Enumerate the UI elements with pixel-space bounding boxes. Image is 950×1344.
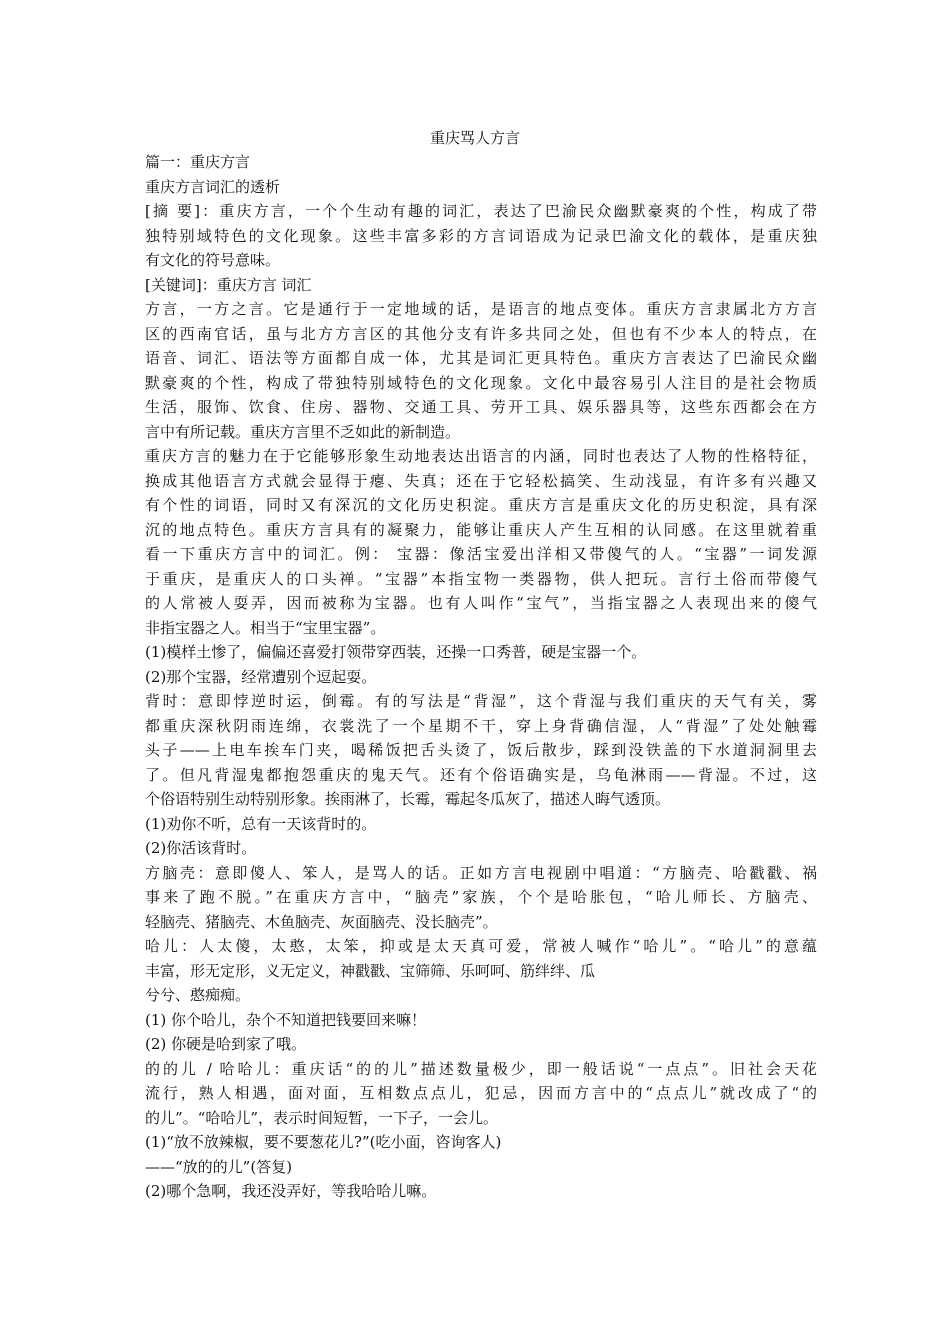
- text-line: [关键词]：重庆方言 词汇: [145, 275, 312, 294]
- text-line: 个俗语特别生动特别形象。挨雨淋了，长霉，霉起冬瓜灰了，描述人晦气透顶。: [145, 790, 671, 808]
- text-line: 换成其他语言方式就会显得于瘪、失真；还在于它轻松搞笑、生动浅显，有许多有兴趣又: [145, 471, 817, 490]
- text-line: 兮兮、憨痴痴。: [145, 986, 251, 1004]
- text-line: 看一下重庆方言中的词汇。例： 宝器：像活宝爱出洋相又带傻气的人。“宝器”一词发源: [145, 545, 817, 563]
- text-line: 背时：意即悖逆时运，倒霉。有的写法是“背湿”，这个背湿与我们重庆的天气有关，雾: [145, 692, 817, 710]
- text-line: 轻脑壳、猪脑壳、木鱼脑壳、灰面脑壳、没长脑壳”。: [145, 912, 498, 931]
- text-line: (2)那个宝器，经常遭别个逗起耍。: [145, 667, 377, 686]
- text-line: 重庆方言的魅力在于它能够形象生动地表达出语言的内涵，同时也表达了人物的性格特征，: [145, 447, 817, 465]
- text-line: 有文化的符号意味。: [145, 251, 281, 269]
- text-line: 的的儿 / 哈哈儿：重庆话“的的儿”描述数量极少，即一般话说“一点点”。旧社会天花: [145, 1059, 817, 1078]
- text-line: ——“放的的儿”(答复): [145, 1157, 293, 1176]
- text-line: 于重庆，是重庆人的口头禅。“宝器”本指宝物一类器物，供人把玩。言行土俗而带傻气: [145, 569, 817, 588]
- text-line: 了。但凡背湿鬼都抱怨重庆的鬼天气。还有个俗语确实是，乌龟淋雨——背湿。不过，这: [145, 765, 817, 784]
- text-line: 篇一：重庆方言: [145, 153, 251, 171]
- text-line: 头子——上电车挨车门夹，喝稀饭把舌头烫了，饭后散步，踩到没铁盖的下水道洞洞里去: [145, 741, 817, 759]
- text-line: 方脑壳：意即傻人、笨人，是骂人的话。正如方言电视剧中唱道：“方脑壳、哈戳戳、祸: [145, 863, 817, 882]
- text-line: 流行，熟人相遇，面对面，互相数点点儿，犯忌，因而方言中的“点点儿”就改成了“的: [145, 1084, 817, 1102]
- text-line: (2) 你硬是哈到家了哦。: [145, 1035, 307, 1053]
- text-line: 方言，一方之言。它是通行于一定地域的话，是语言的地点变体。重庆方言隶属北方方言: [145, 300, 817, 318]
- text-line: 独特别域特色的文化现象。这些丰富多彩的方言词语成为记录巴渝文化的载体，是重庆独: [145, 226, 817, 245]
- document-title: 重庆骂人方言: [429, 129, 520, 147]
- text-line: 丰富，形无定形，义无定义，神戳戳、宝筛筛、乐呵呵、筋绊绊、瓜: [145, 961, 596, 980]
- text-line: [摘 要]：重庆方言，一个个生动有趣的词汇，表达了巴渝民众幽默豪爽的个性，构成了带: [145, 202, 817, 220]
- text-line: 区的西南官话，虽与北方方言区的其他分支有许多共同之处，但也有不少本人的特点，在: [145, 324, 817, 343]
- text-line: 都重庆深秋阴雨连绵，衣裳洗了一个星期不干，穿上身背确信湿，人“背湿”了处处触霉: [145, 716, 817, 735]
- text-line: (1) 你个哈儿，杂个不知道把钱要回来嘛！: [145, 1010, 427, 1029]
- text-line: 事来了跑不脱。”在重庆方言中，“脑壳”家族，个个是哈胀包，“哈儿师长、方脑壳、: [145, 888, 817, 906]
- document-body: [145, 150, 817, 1204]
- text-line: (1)劝你不听，总有一天该背时的。: [145, 814, 377, 833]
- text-line: 有个性的词语，同时又有深沉的文化历史积淀。重庆方言是重庆文化的历史积淀，具有深: [145, 496, 817, 514]
- text-line: 非指宝器之人。相当于“宝里宝器”。: [145, 618, 386, 637]
- text-line: 语音、词汇、语法等方面都自成一体，尤其是词汇更具特色。重庆方言表达了巴渝民众幽: [145, 349, 817, 367]
- text-line: 默豪爽的个性，构成了带独特别域特色的文化现象。文化中最容易引人注目的是社会物质: [145, 373, 817, 392]
- text-line: (2)哪个急啊，我还没弄好，等我哈哈儿嘛。: [145, 1182, 437, 1200]
- text-line: (2)你活该背时。: [145, 839, 257, 857]
- text-line: 的人常被人耍弄，因而被称为宝器。也有人叫作“宝气”，当指宝器之人表现出来的傻气: [145, 594, 817, 612]
- text-line: 言中有所记载。重庆方言里不乏如此的新制造。: [145, 422, 461, 441]
- text-line: 沉的地点特色。重庆方言具有的凝聚力，能够让重庆人产生互相的认同感。在这里就着重: [145, 520, 817, 539]
- text-line: (1)模样土惨了，偏偏还喜爱打领带穿西装，还操一口秀普，硬是宝器一个。: [145, 643, 647, 661]
- text-line: 生活，服饰、饮食、住房、器物、交通工具、劳开工具、娱乐器具等，这些东西都会在方: [145, 398, 817, 416]
- text-line: 的儿”。“哈哈儿”，表示时间短暂，一下子，一会儿。: [145, 1108, 499, 1127]
- text-line: 哈儿：人太傻，太憨，太笨，抑或是太天真可爱，常被人喊作“哈儿”。“哈儿”的意蕴: [145, 937, 817, 955]
- text-line: (1)“放不放辣椒，要不要葱花儿?”(吃小面，咨询客人): [145, 1133, 502, 1151]
- text-line: 重庆方言词汇的透析: [145, 177, 281, 196]
